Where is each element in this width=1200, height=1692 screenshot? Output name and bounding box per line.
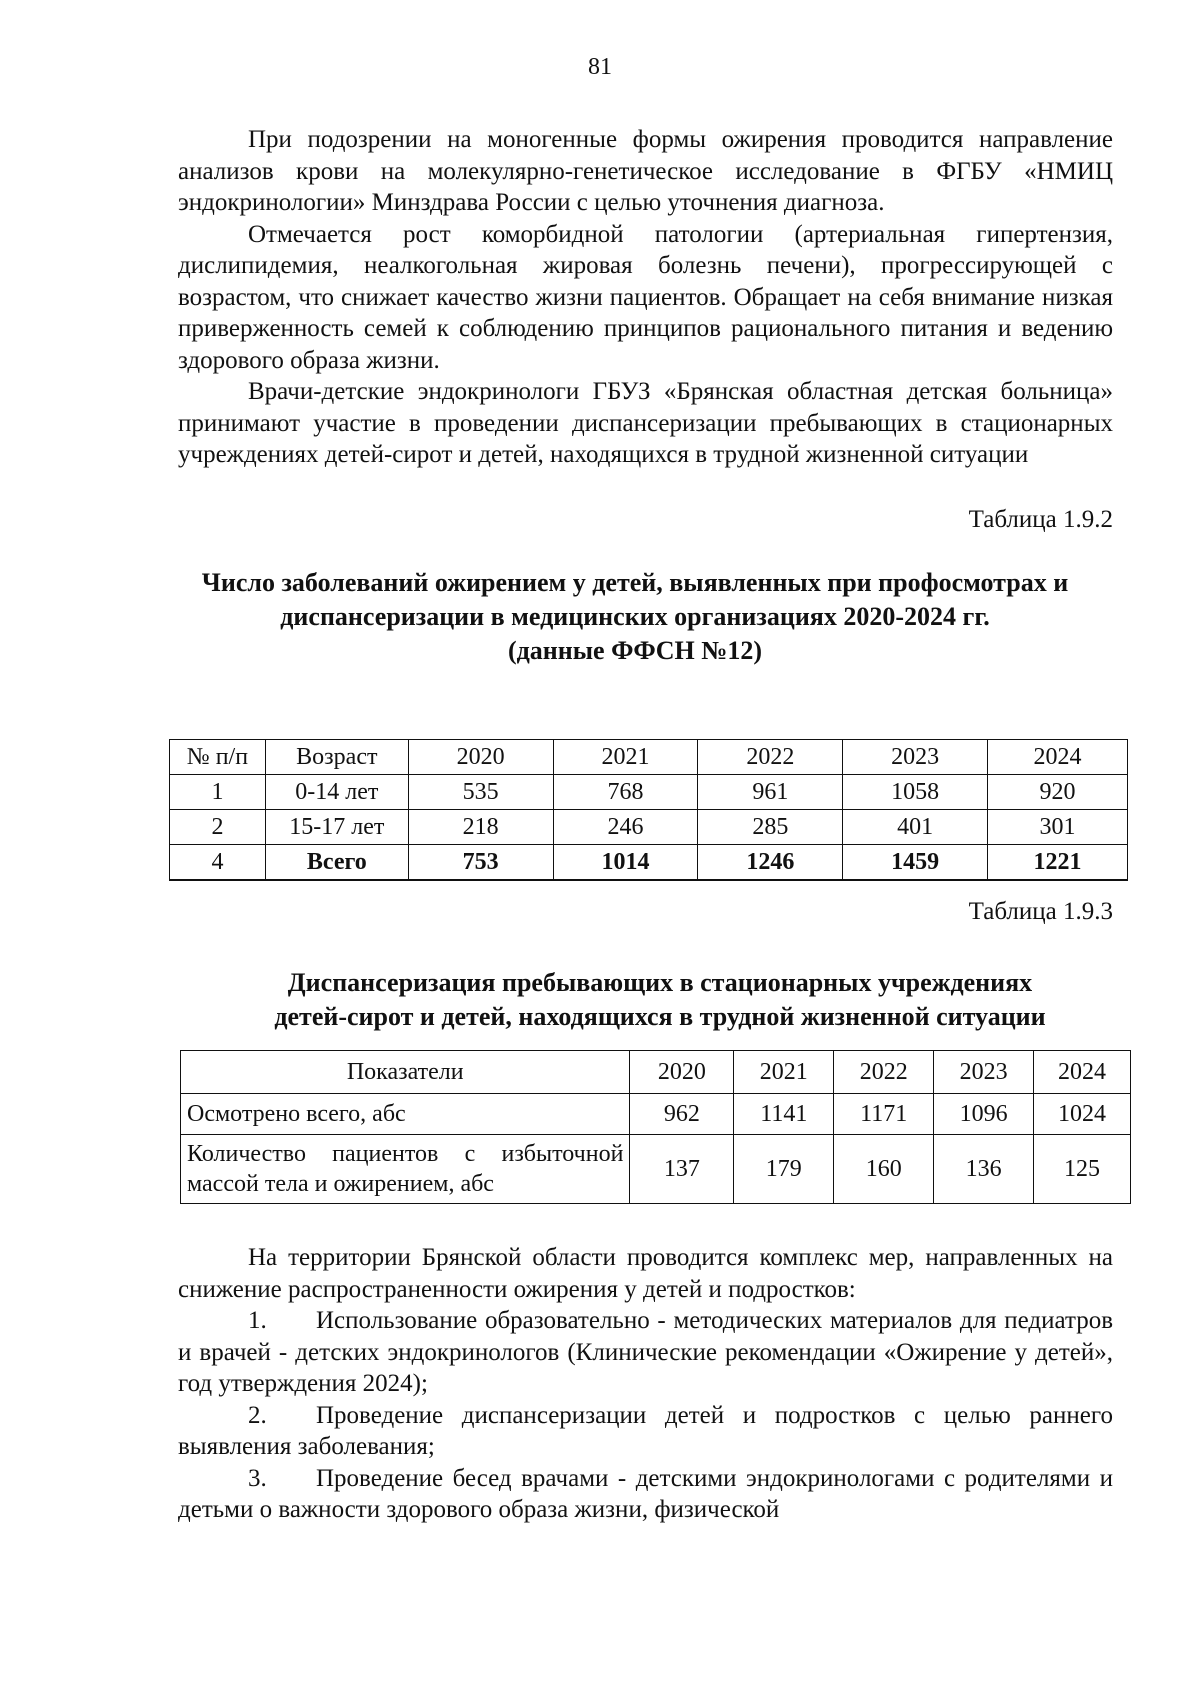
column-header: 2021 — [734, 1051, 834, 1094]
table2-caption: Таблица 1.9.3 — [968, 898, 1113, 925]
table1-title-line: (данные ФФСН №12) — [507, 636, 763, 665]
paragraph: Врачи-детские эндокринологи ГБУЗ «Брянская областная детская больница» принимают участие в проведении диспансеризации пребывающих в стационарных учреждениях детей-сирот и детей, находящихся в трудной жизненной ситуации — [178, 378, 1113, 468]
list-text: Проведение диспансеризации детей и подростков с целью раннего выявления заболевания; — [178, 1401, 1113, 1460]
table-cell: 961 — [698, 775, 843, 810]
table-cell: 920 — [988, 775, 1128, 810]
column-header: 2022 — [698, 740, 843, 775]
paragraph: Отмечается рост коморбидной патологии (артериальная гипертензия, дислипидемия, неалкогольная жировая болезнь печени), прогрессирующей с возрастом, что снижает качество жизни пациентов. Обращает на себя внимание низкая приверженность семей к соблюдению принципов рационального питания и ведению здорового образа жизни. — [178, 220, 1113, 374]
table-cell: 1221 — [988, 845, 1128, 881]
list-number: 2. — [248, 1401, 267, 1429]
table-cell: 160 — [834, 1135, 934, 1204]
table2-title-line: детей-сирот и детей, находящихся в трудной жизненной ситуации — [274, 1002, 1046, 1031]
column-header: 2024 — [1034, 1051, 1131, 1094]
column-header: Показатели — [181, 1051, 630, 1094]
table-row — [181, 1094, 1131, 1135]
column-header: 2020 — [630, 1051, 734, 1094]
table2-title — [200, 966, 1120, 1034]
bottom-text-block — [178, 1242, 1113, 1526]
list-text: Использование образовательно - методических материалов для педиатров и врачей - детских эндокринологов (Клинические рекомендации «Ожирение у детей», год утверждения 2024); — [178, 1307, 1113, 1397]
table-cell: 15-17 лет — [265, 810, 408, 845]
table-row — [181, 1135, 1131, 1204]
table1-title — [150, 566, 1120, 668]
table-cell: 218 — [408, 810, 553, 845]
top-text-block — [178, 124, 1113, 471]
table-cell: 1014 — [553, 845, 698, 881]
table-cell: 1171 — [834, 1094, 934, 1135]
column-header: 2022 — [834, 1051, 934, 1094]
table-cell: 535 — [408, 775, 553, 810]
column-header: 2024 — [988, 740, 1128, 775]
obesity-cases-table — [169, 739, 1128, 881]
table-cell: 401 — [843, 810, 988, 845]
list-item — [178, 1305, 1113, 1400]
column-header: 2023 — [934, 1051, 1034, 1094]
column-header: 2021 — [553, 740, 698, 775]
list-item — [178, 1463, 1113, 1526]
table-cell: 125 — [1034, 1135, 1131, 1204]
list-number: 3. — [248, 1464, 267, 1492]
table-cell: 1246 — [698, 845, 843, 881]
column-header: 2020 — [408, 740, 553, 775]
table-total-row — [170, 845, 1128, 881]
table-header-row — [170, 740, 1128, 775]
column-header: Возраст — [265, 740, 408, 775]
row-label: Количество пациентов с избыточной массой тела и ожирением, абс — [181, 1135, 630, 1204]
table-cell: Всего — [265, 845, 408, 881]
table-cell: 1 — [170, 775, 266, 810]
table-cell: 285 — [698, 810, 843, 845]
column-header: № п/п — [170, 740, 266, 775]
row-label: Осмотрено всего, абс — [181, 1094, 630, 1135]
list-item — [178, 1400, 1113, 1463]
table1-caption: Таблица 1.9.2 — [968, 506, 1113, 533]
table-cell: 1096 — [934, 1094, 1034, 1135]
paragraph: На территории Брянской области проводится комплекс мер, направленных на снижение распространенности ожирения у детей и подростков: — [178, 1244, 1113, 1303]
table-cell: 962 — [630, 1094, 734, 1135]
page-number: 81 — [588, 54, 612, 80]
table-cell: 4 — [170, 845, 266, 881]
table-cell: 1058 — [843, 775, 988, 810]
table-cell: 2 — [170, 810, 266, 845]
list-number: 1. — [248, 1307, 267, 1334]
table-cell: 1024 — [1034, 1094, 1131, 1135]
table-header-row — [181, 1051, 1131, 1094]
table-cell: 768 — [553, 775, 698, 810]
table-cell: 136 — [934, 1135, 1034, 1204]
column-header: 2023 — [843, 740, 988, 775]
table-row — [170, 810, 1128, 845]
table-cell: 1459 — [843, 845, 988, 881]
table1-title-line: диспансеризации в медицинских организациях 2020-2024 гг. — [280, 602, 990, 631]
table-cell: 753 — [408, 845, 553, 881]
table-cell: 179 — [734, 1135, 834, 1204]
paragraph: При подозрении на моногенные формы ожирения проводится направление анализов крови на молекулярно-генетическое исследование в ФГБУ «НМИЦ эндокринологии» Минздрава России с целью уточнения диагноза. — [178, 126, 1113, 216]
table-cell: 301 — [988, 810, 1128, 845]
table2-title-line: Диспансеризация пребывающих в стационарных учреждениях — [287, 968, 1033, 997]
table-cell: 1141 — [734, 1094, 834, 1135]
table-row — [170, 775, 1128, 810]
table-cell: 137 — [630, 1135, 734, 1204]
table1-title-line: Число заболеваний ожирением у детей, выявленных при профосмотрах и — [201, 568, 1069, 597]
table-cell: 246 — [553, 810, 698, 845]
list-text: Проведение бесед врачами - детскими эндокринологами с родителями и детьми о важности здорового образа жизни, физической — [178, 1464, 1113, 1523]
table-cell: 0-14 лет — [265, 775, 408, 810]
dispensary-examination-table — [180, 1050, 1131, 1204]
